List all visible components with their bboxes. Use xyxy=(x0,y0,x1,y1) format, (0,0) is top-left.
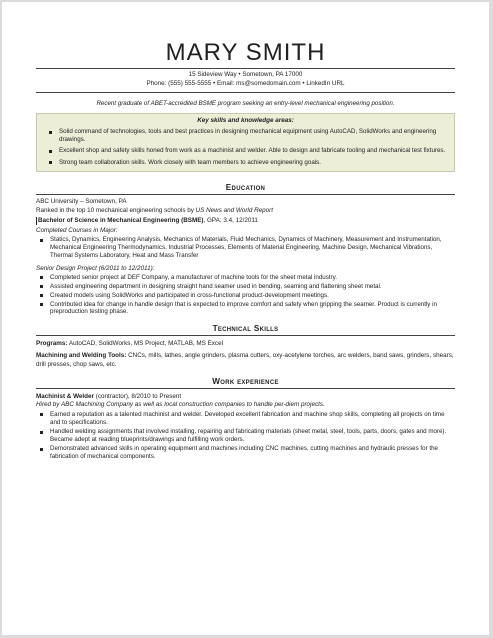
key-skills-box xyxy=(36,113,455,172)
project-item: Completed senior project at DEF Company, a manufacturer of machine tools for the sheet metal industry. xyxy=(36,274,455,282)
job-duty-item: Demonstrated advanced skills in operating equipment and machines including CNC machines, cutting machines and hydraulic presses for the fabrication of mechanical components. xyxy=(36,445,455,461)
contact-address: 15 Sideview Way • Sometown, PA 17000 xyxy=(188,71,303,78)
key-skill-item: Strong team collaboration skills. Work closely with team members to achieve engineering goals. xyxy=(45,159,446,167)
project-item: Assisted engineering department in designing straight hand seamer used in bending, seaming and flattening sheet metal. xyxy=(36,283,455,291)
project-item: Contributed idea for change in handle design that is expected to improve comfort and safety when gripping the seamer. Product is currently in preproduction testing phase. xyxy=(36,301,455,317)
programs-line xyxy=(36,340,455,348)
resume-name: MARY SMITH xyxy=(165,39,326,66)
key-skill-item: Solid command of technologies, tools and best practices in designing mechanical equipment using AutoCAD, SolidWorks and engineering drawings. xyxy=(45,128,446,144)
header-divider xyxy=(36,68,455,69)
key-skill-item: Excellent shop and safety skills honed from work as a machinist and welder. Able to design and fabricate tooling and mechanical test fixtures. xyxy=(45,147,446,155)
project-list xyxy=(36,274,455,316)
technical-heading: Technical Skills xyxy=(212,324,279,334)
key-skills-list xyxy=(45,128,446,166)
job-dates: (contractor), 8/2010 to Present xyxy=(93,392,182,400)
work-heading: Work experience xyxy=(212,376,279,386)
ranking-text: Ranked in the top 10 mechanical engineering schools by xyxy=(36,206,196,214)
job-hired: Hired by ABC Machining Company as well as local construction companies to handle per-diem projects. xyxy=(36,401,325,409)
tools-line xyxy=(36,352,455,368)
contact-divider xyxy=(36,92,455,93)
tools-text: CNCs, mills, lathes, angle grinders, plasma cutters, oxy-acetylene torches, arc welders, band saws, grinders, shears, drill presses, chop saws, etc. xyxy=(36,352,454,368)
degree-line xyxy=(36,217,455,225)
summary-statement: Recent graduate of ABET-accredited BSME program seeking an entry-level mechanical engineering position. xyxy=(96,100,395,107)
job-title-line xyxy=(36,393,455,401)
courses-list xyxy=(36,236,455,259)
project-item: Created models using SolidWorks and participated in cross-functional product-development meetings. xyxy=(36,292,455,300)
work-experience-section xyxy=(36,377,455,461)
project-label: Senior Design Project (6/2011 to 12/2011): xyxy=(36,264,155,272)
programs-text: AutoCAD, SolidWorks, MS Project, MATLAB, MS Excel xyxy=(67,340,223,348)
degree-gpa: , GPA: 3.4, 12/2011 xyxy=(203,216,258,224)
contact-block xyxy=(36,71,455,88)
education-divider xyxy=(36,194,455,195)
education-heading: Education xyxy=(225,183,266,193)
key-skills-title: Key skills and knowledge areas: xyxy=(197,117,294,124)
work-divider xyxy=(36,388,455,389)
job-duty-item: Handled welding assignments that involved installing, repairing and fabricating materials (sheet metal, steel, tools, parts, doors, gates and more). Became adept at reading blueprints/drawings and fulfilling work orders. xyxy=(36,428,455,444)
contact-phone-email: Phone: (555) 555-5555 • Email: ms@somedomain.com • LinkedIn URL xyxy=(146,79,345,87)
degree-name: Bachelor of Science in Mechanical Engineering (BSME) xyxy=(38,216,204,224)
courses-label: Completed Courses in Major: xyxy=(36,226,118,234)
education-section xyxy=(36,183,455,316)
technical-skills-section xyxy=(36,324,455,369)
job-duties-list xyxy=(36,411,455,461)
programs-label: Programs: xyxy=(36,340,68,348)
technical-divider xyxy=(36,335,455,336)
job-duty-item: Earned a reputation as a talented machinist and welder. Developed excellent fabrication and machine shop skills, completing all projects on time and to specifications. xyxy=(36,411,455,427)
courses-item: Statics, Dynamics, Engineering Analysis, Mechanics of Materials, Fluid Mechanics, Dynamics of Machinery, Measurement and Instrumentation, Mechanical Engineering Thermodynamics, Industrial Processes, Elements of Material Engineering, Machine Design, Mechanical Vibrations, Thermal Systems Laboratory, Heat and Mass Transfer xyxy=(36,236,455,259)
ranking-source: US News and World Report xyxy=(195,206,273,214)
school-ranking xyxy=(36,207,455,215)
tools-label: Machining and Welding Tools: xyxy=(36,352,127,360)
school-name: ABC University – Sometown, PA xyxy=(36,198,127,206)
resume-page xyxy=(2,2,489,635)
job-title: Machinist & Welder xyxy=(36,392,94,400)
